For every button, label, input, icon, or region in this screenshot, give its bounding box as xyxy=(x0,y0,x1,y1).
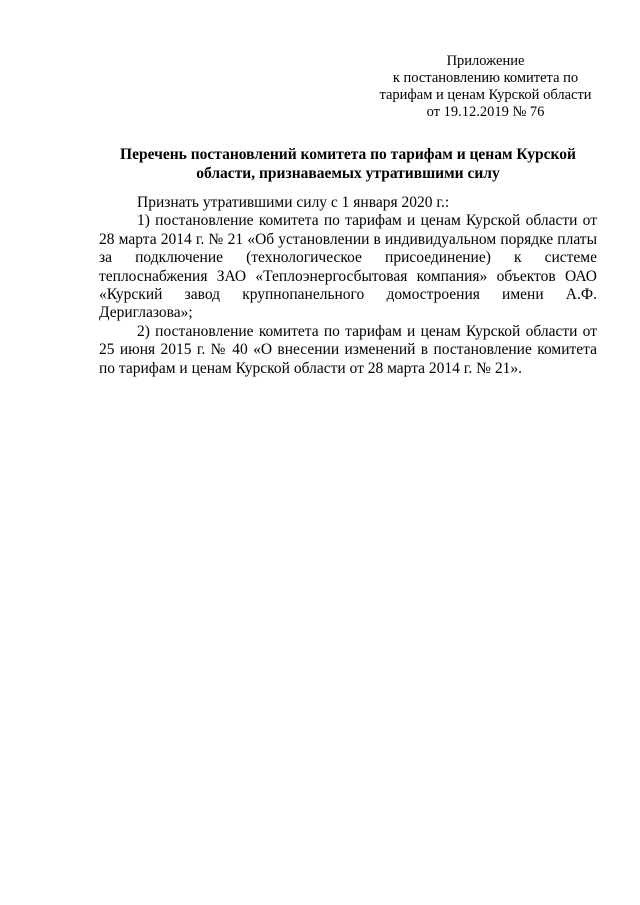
list-item: 2) постановление комитета по тарифам и ценам Курской области от 25 июня 2015 г. № 40 «О внесении изменений в постановление комитета по тарифам и ценам Курской области от 28 марта 2014 г. № 21». xyxy=(99,322,597,377)
appendix-line: тарифам и ценам Курской области xyxy=(379,87,592,103)
document-body xyxy=(99,194,597,378)
document-title xyxy=(98,145,598,183)
appendix-line: к постановлению комитета по xyxy=(392,70,579,86)
title-line: Перечень постановлений комитета по тарифам и ценам Курской xyxy=(120,146,576,163)
appendix-date-number: от 19.12.2019 № 76 xyxy=(426,104,545,120)
list-item: 1) постановление комитета по тарифам и ценам Курской области от 28 марта 2014 г. № 21 «Об установлении в индивидуальном порядке платы за подключение (технологическое присоединение) к системе теплоснабжения ЗАО «Теплоэнергосбытовая компания» объектов ОАО «Курский завод крупнопанельного домостроения имени А.Ф. Дериглазова»; xyxy=(99,212,597,322)
appendix-header xyxy=(378,53,593,121)
lead-paragraph: Признать утратившими силу с 1 января 2020 г.: xyxy=(137,194,450,211)
appendix-line: Приложение xyxy=(446,53,525,69)
title-line: области, признаваемых утратившими силу xyxy=(196,165,500,182)
